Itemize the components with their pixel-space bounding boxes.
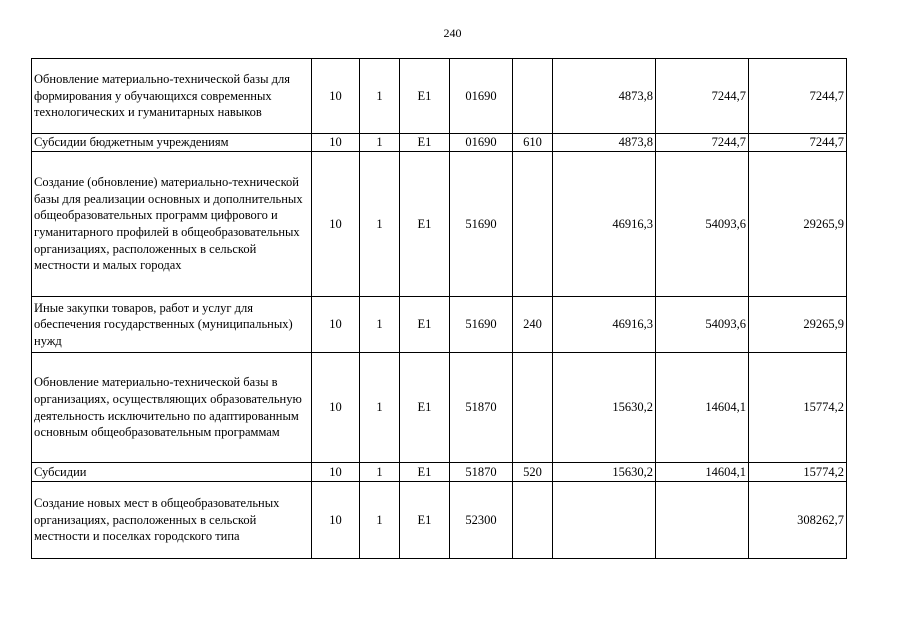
expense-type-code xyxy=(513,152,553,297)
amount-year-3: 29265,9 xyxy=(749,297,847,353)
project-code: E1 xyxy=(400,353,450,463)
table-row xyxy=(32,134,847,152)
target-code: 51690 xyxy=(450,152,513,297)
expense-type-code: 240 xyxy=(513,297,553,353)
budget-table xyxy=(31,58,847,559)
project-code: E1 xyxy=(400,297,450,353)
target-code: 51870 xyxy=(450,353,513,463)
amount-year-3: 15774,2 xyxy=(749,463,847,482)
row-description: Иные закупки товаров, работ и услуг для обеспечения государственных (муниципальных) нужд xyxy=(32,297,312,353)
row-description: Создание новых мест в общеобразовательных организациях, расположенных в сельской местности и поселках городского типа xyxy=(32,482,312,559)
table-row xyxy=(32,297,847,353)
table-row xyxy=(32,353,847,463)
subsection-code: 1 xyxy=(360,134,400,152)
amount-year-1: 46916,3 xyxy=(553,152,656,297)
table-row xyxy=(32,152,847,297)
subsection-code: 1 xyxy=(360,59,400,134)
expense-type-code xyxy=(513,482,553,559)
amount-year-1: 15630,2 xyxy=(553,463,656,482)
amount-year-2: 54093,6 xyxy=(656,152,749,297)
subsection-code: 1 xyxy=(360,353,400,463)
section-code: 10 xyxy=(312,463,360,482)
row-description: Обновление материально-технической базы для формирования у обучающихся современных технологических и гуманитарных навыков xyxy=(32,59,312,134)
project-code: E1 xyxy=(400,463,450,482)
target-code: 51870 xyxy=(450,463,513,482)
table-row xyxy=(32,482,847,559)
expense-type-code xyxy=(513,353,553,463)
target-code: 51690 xyxy=(450,297,513,353)
amount-year-3: 15774,2 xyxy=(749,353,847,463)
subsection-code: 1 xyxy=(360,297,400,353)
target-code: 01690 xyxy=(450,134,513,152)
section-code: 10 xyxy=(312,353,360,463)
table-row xyxy=(32,59,847,134)
row-description: Обновление материально-технической базы в организациях, осуществляющих образовательную деятельность исключительно по адаптированным основным общеобразовательным программам xyxy=(32,353,312,463)
amount-year-3: 7244,7 xyxy=(749,59,847,134)
project-code: E1 xyxy=(400,134,450,152)
table-row xyxy=(32,463,847,482)
amount-year-2: 7244,7 xyxy=(656,134,749,152)
amount-year-1 xyxy=(553,482,656,559)
subsection-code: 1 xyxy=(360,482,400,559)
amount-year-2 xyxy=(656,482,749,559)
section-code: 10 xyxy=(312,482,360,559)
expense-type-code xyxy=(513,59,553,134)
section-code: 10 xyxy=(312,59,360,134)
project-code: E1 xyxy=(400,482,450,559)
amount-year-2: 54093,6 xyxy=(656,297,749,353)
section-code: 10 xyxy=(312,297,360,353)
row-description: Создание (обновление) материально-технической базы для реализации основных и дополнительных общеобразовательных программ цифрового и гуманитарного профилей в общеобразовательных организациях, расположенных в сельской местности и малых городах xyxy=(32,152,312,297)
amount-year-1: 15630,2 xyxy=(553,353,656,463)
amount-year-3: 29265,9 xyxy=(749,152,847,297)
amount-year-2: 14604,1 xyxy=(656,353,749,463)
amount-year-1: 46916,3 xyxy=(553,297,656,353)
row-description: Субсидии бюджетным учреждениям xyxy=(32,134,312,152)
project-code: E1 xyxy=(400,152,450,297)
amount-year-3: 308262,7 xyxy=(749,482,847,559)
amount-year-2: 7244,7 xyxy=(656,59,749,134)
amount-year-2: 14604,1 xyxy=(656,463,749,482)
amount-year-1: 4873,8 xyxy=(553,134,656,152)
amount-year-3: 7244,7 xyxy=(749,134,847,152)
subsection-code: 1 xyxy=(360,152,400,297)
expense-type-code: 520 xyxy=(513,463,553,482)
section-code: 10 xyxy=(312,152,360,297)
expense-type-code: 610 xyxy=(513,134,553,152)
target-code: 52300 xyxy=(450,482,513,559)
page-number: 240 xyxy=(443,26,462,40)
amount-year-1: 4873,8 xyxy=(553,59,656,134)
target-code: 01690 xyxy=(450,59,513,134)
subsection-code: 1 xyxy=(360,463,400,482)
row-description: Субсидии xyxy=(32,463,312,482)
section-code: 10 xyxy=(312,134,360,152)
project-code: E1 xyxy=(400,59,450,134)
